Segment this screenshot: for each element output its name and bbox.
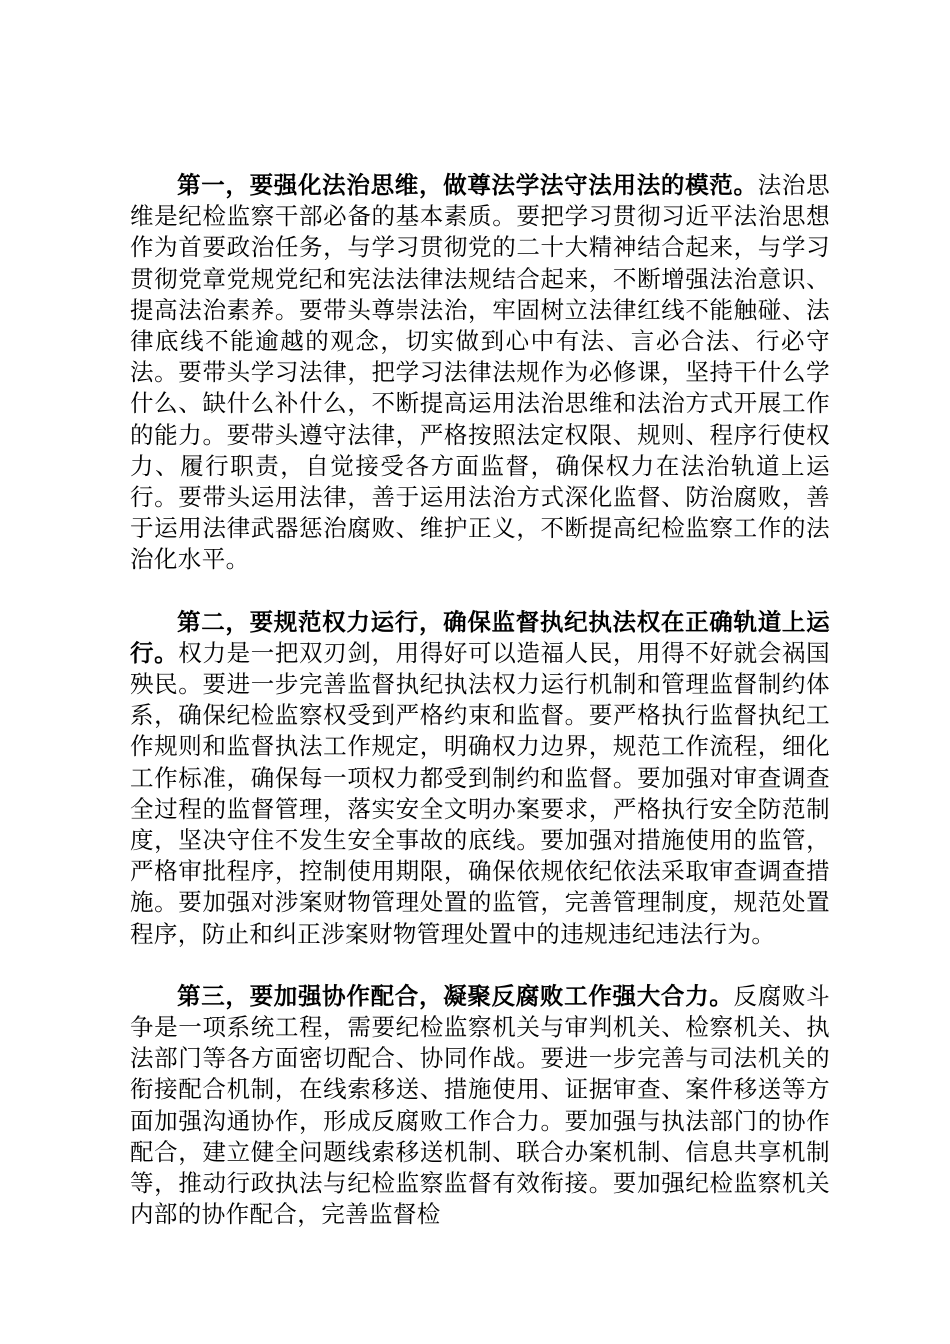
document-body	[130, 170, 830, 1262]
paragraph-1	[130, 170, 830, 576]
paragraph-3	[130, 981, 830, 1231]
paragraph-1-body: 法治思维是纪检监察干部必备的基本素质。要把学习贯彻习近平法治思想作为首要政治任务，与学习贯彻党的二十大精神结合起来，与学习贯彻党章党规党纪和宪法法律法规结合起来，不断增强法治意识、提高法治素养。要带头尊崇法治，牢固树立法律红线不能触碰、法律底线不能逾越的观念，切实做到心中有法、言必合法、行必守法。要带头学习法律，把学习法律法规作为必修课，坚持干什么学什么、缺什么补什么，不断提高运用法治思维和法治方式开展工作的能力。要带头遵守法律，严格按照法定权限、规则、程序行使权力、履行职责，自觉接受各方面监督，确保权力在法治轨道上运行。要带头运用法律，善于运用法治方式深化监督、防治腐败，善于运用法律武器惩治腐败、维护正义，不断提高纪检监察工作的法治化水平。	[130, 171, 830, 574]
paragraph-2-lead: 第二，要规范权力运行，确保监督执纪执法权在正确轨道上运行。	[130, 607, 830, 667]
paragraph-2	[130, 607, 830, 950]
paragraph-1-lead: 第一，要强化法治思维，做尊法学法守法用法的模范。	[177, 171, 758, 199]
paragraph-2-body: 权力是一把双刃剑，用得好可以造福人民，用得不好就会祸国殃民。要进一步完善监督执纪执法权力运行机制和管理监督制约体系，确保纪检监察权受到严格约束和监督。要严格执行监督执纪工作规则和监督执法工作规定，明确权力边界，规范工作流程，细化工作标准，确保每一项权力都受到制约和监督。要加强对审查调查全过程的监督管理，落实安全文明办案要求，严格执行安全防范制度，坚决守住不发生安全事故的底线。要加强对措施使用的监管，严格审批程序，控制使用期限，确保依规依纪依法采取审查调查措施。要加强对涉案财物管理处置的监管，完善管理制度，规范处置程序，防止和纠正涉案财物管理处置中的违规违纪违法行为。	[130, 638, 830, 948]
paragraph-3-lead: 第三，要加强协作配合，凝聚反腐败工作强大合力。	[177, 981, 734, 1010]
paragraph-3-body: 反腐败斗争是一项系统工程，需要纪检监察机关与审判机关、检察机关、执法部门等各方面密切配合、协同作战。要进一步完善与司法机关的衔接配合机制，在线索移送、措施使用、证据审查、案件移送等方面加强沟通协作，形成反腐败工作合力。要加强与执法部门的协作配合，建立健全问题线索移送机制、联合办案机制、信息共享机制等，推动行政执法与纪检监察监督有效衔接。要加强纪检监察机关内部的协作配合，完善监督检	[130, 981, 830, 1229]
